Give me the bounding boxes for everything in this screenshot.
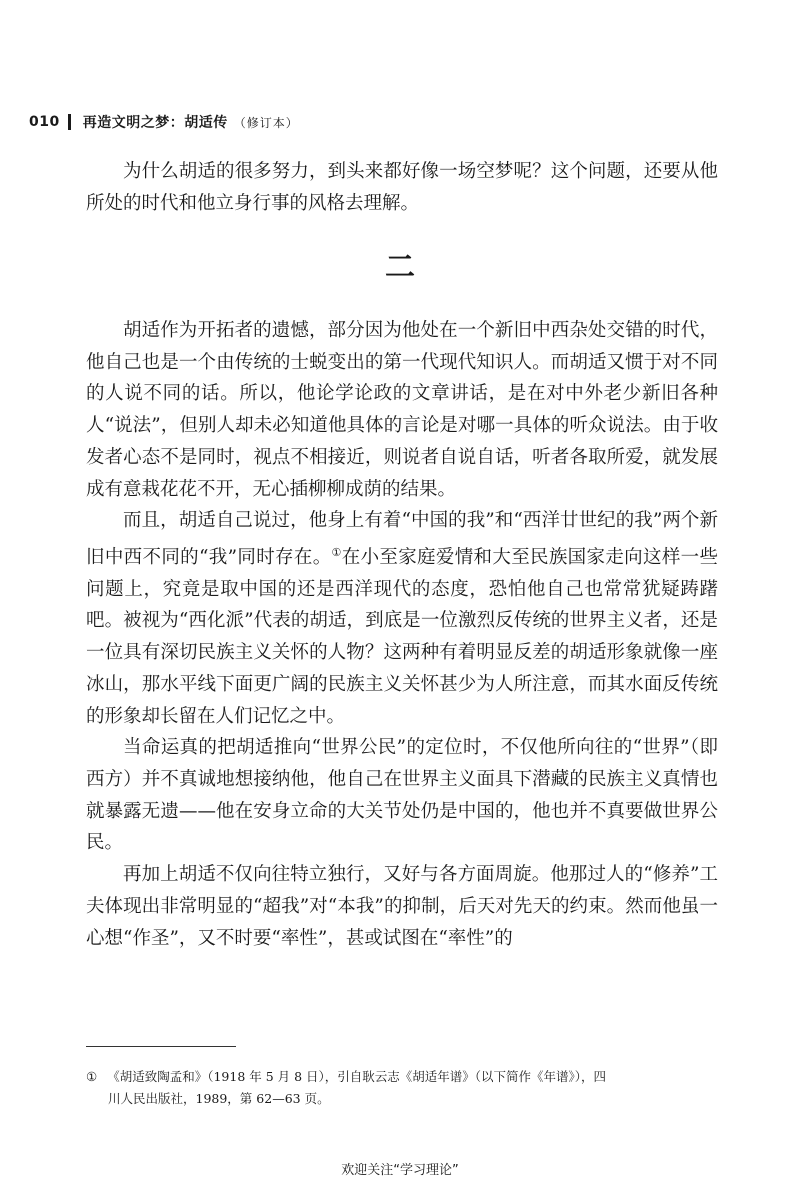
paragraph: 为什么胡适的很多努力，到头来都好像一场空梦呢？这个问题，还要从他所处的时代和他立身行事的风格去理解。	[86, 161, 718, 214]
running-header	[29, 112, 299, 132]
footnote-text: 川人民出版社，1989，第 62—63 页。	[108, 1091, 330, 1106]
paragraph	[86, 505, 718, 732]
paragraph: 胡适作为开拓者的遗憾，部分因为他处在一个新旧中西杂处交错的时代，他自己也是一个由传统的士蜕变出的第一代现代知识人。而胡适又惯于对不同的人说不同的话。所以，他论学论政的文章讲话，是在对中外老少新旧各种人“说法”，但别人却未必知道他具体的言论是对哪一具体的听众说法。由于收发者心态不是同时，视点不相接近，则说者自说自话，听者各取所爱，就发展成有意栽花花不开，无心插柳柳成荫的结果。	[86, 320, 718, 500]
book-title: 再造文明之梦：胡适传	[82, 115, 228, 131]
paragraph: 当命运真的把胡适推向“世界公民”的定位时，不仅他所向往的“世界”（即西方）并不真诚地想接纳他，他自己在世界主义面具下潜藏的民族主义真情也就暴露无遗——他在安身立命的大关节处仍是中国的，他也并不真要做世界公民。	[86, 737, 718, 854]
page-number: 010	[29, 114, 60, 130]
paragraph: 再加上胡适不仅向往特立独行，又好与各方面周旋。他那过人的“修养”工夫体现出非常明显的“超我”对“本我”的抑制，后天对先天的约束。然而他虽一心想“作圣”，又不时要“率性”，甚或试图在“率性”的	[86, 864, 718, 949]
edition-label: （修订本）	[233, 115, 299, 130]
paragraph-text: 在小至家庭爱情和大至民族国家走向这样一些问题上，究竟是取中国的还是西洋现代的态度，恐怕他自己也常常犹疑踌躇吧。被视为“西化派”代表的胡适，到底是一位激烈反传统的世界主义者，还是一位具有深切民族主义关怀的人物？这两种有着明显反差的胡适形象就像一座冰山，那水平线下面更广阔的民族主义关怀甚少为人所注意，而其水面反传统的形象却长留在人们记忆之中。	[86, 547, 718, 727]
footnote-line	[86, 1066, 718, 1088]
header-divider	[68, 114, 71, 130]
footnote-rule	[86, 1046, 236, 1047]
footnote	[86, 1066, 718, 1110]
section-number: 二	[385, 250, 415, 285]
footnote-text: 《胡适致陶孟和》（1918 年 5 月 8 日），引自耿云志《胡适年谱》（以下简作《年谱》），四	[107, 1069, 607, 1084]
paragraph-text: 而且，胡适自己说过，他身上有着“中国的我”和“西洋廿世纪的我”两个新旧中西不同的“我”同时存在。	[86, 510, 718, 569]
footnote-number: ①	[86, 1069, 98, 1084]
main-text-block	[86, 315, 718, 954]
site-footer: 欢迎关注“学习理论”	[341, 1163, 459, 1178]
top-paragraph-block	[86, 156, 718, 219]
footnote-reference[interactable]: ①	[331, 545, 342, 559]
